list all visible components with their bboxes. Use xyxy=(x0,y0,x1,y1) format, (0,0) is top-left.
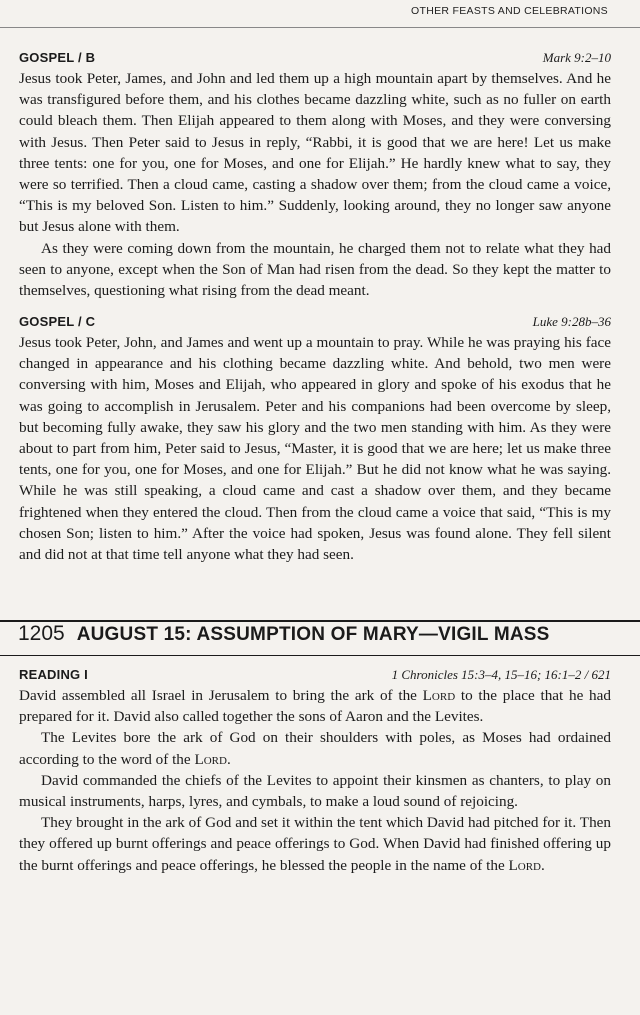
reading-1-p4-part-a: They brought in the ark of God and set it within the tent which David had pitched for it. Then they offered up burnt offerings and peace offerings to God. When David had finished offering up the burnt offerings and peace offerings, he blessed the people in the name of the xyxy=(19,814,611,874)
gospel-b-label: GOSPEL / B xyxy=(19,50,96,65)
gospel-c-paragraph-1: Jesus took Peter, John, and James and went up a mountain to pray. While he was praying his face changed in appearance and his clothing became dazzling white. And behold, two men were conversing with him, Moses and Elijah, who appeared in glory and spoke of his exodus that he was going to accomplish in Jerusalem. Peter and his companions had been overcome by sleep, but becoming fully awake, they saw his glory and the two men standing with him. As they were about to part from him, Peter said to Jesus, “Master, it is good that we are here; let us make three tents, one for you, one for Moses, and one for Elijah.” But he did not know what he was saying. While he was still speaking, a cloud came and cast a shadow over them, and they became frightened when they entered the cloud. Then from the cloud came a voice that said, “This is my chosen Son; listen to him.” After the voice had spoken, Jesus was found alone. They fell silent and did not at that time tell anyone what they had seen. xyxy=(19,334,611,564)
header-rule xyxy=(0,27,640,28)
lord-small-caps: Lord xyxy=(422,687,456,704)
gospel-b-heading xyxy=(19,50,611,68)
reading-1-paragraph-4 xyxy=(19,812,611,876)
feast-title-rule-bottom xyxy=(0,655,640,656)
reading-1-paragraph-1 xyxy=(19,685,611,727)
feast-title-bar xyxy=(0,620,640,656)
reading-1-p1-part-a: David assembled all Israel in Jerusalem to bring the ark of the xyxy=(19,687,423,704)
reading-1-p2-part-b: . xyxy=(226,750,231,768)
gospel-c-label: GOSPEL / C xyxy=(19,314,96,329)
gospel-c-heading xyxy=(19,314,611,332)
reading-1-p4-part-b: . xyxy=(541,856,545,874)
feast-number: 1205 xyxy=(18,622,65,645)
feast-title-row xyxy=(0,622,640,655)
gospel-c-section xyxy=(19,314,611,565)
gospel-b-reference: Mark 9:2–10 xyxy=(542,50,611,65)
reading-1-paragraph-3: David commanded the chiefs of the Levites to appoint their kinsmen as chanters, to play on musical instruments, harps, lyres, and cymbals, to make a loud sound of rejoicing. xyxy=(19,771,611,811)
lord-small-caps: Lord xyxy=(194,750,227,768)
reading-1-p1-part-b: to the place that he had prepared for it. David also called together the sons of Aaron and the Levites. xyxy=(19,687,611,726)
reading-1-reference: 1 Chronicles 15:3–4, 15–16; 16:1–2 / 621 xyxy=(391,667,611,682)
gospel-b-paragraph-1: Jesus took Peter, James, and John and led them up a high mountain apart by themselves. And he was transfigured before them, and his clothes became dazzling white, such as no fuller on earth could bleach them. Then Elijah appeared to them along with Moses, and they were conversing with Jesus. Then Peter said to Jesus in reply, “Rabbi, it is good that we are here! Let us make three tents: one for you, one for Moses, and one for Elijah.” He hardly knew what to say, they were so terrified. Then a cloud came, casting a shadow over them; from the cloud came a voice, “This is my beloved Son. Listen to him.” Suddenly, looking around, they no longer saw anyone but Jesus alone with them. xyxy=(19,70,611,236)
reading-1-paragraph-2 xyxy=(19,727,611,769)
reading-1-label: READING I xyxy=(19,667,88,682)
feast-title: AUGUST 15: ASSUMPTION OF MARY—VIGIL MASS xyxy=(76,624,550,645)
gospel-c-reference: Luke 9:28b–36 xyxy=(532,314,611,329)
lord-small-caps: Lord xyxy=(508,856,542,874)
gospel-b-section xyxy=(19,50,611,301)
running-header: OTHER FEASTS AND CELEBRATIONS xyxy=(411,5,608,17)
gospel-b-paragraph-2: As they were coming down from the mountain, he charged them not to relate what they had seen to anyone, except when the Son of Man had risen from the dead. So they kept the matter to themselves, questioning what rising from the dead meant. xyxy=(19,239,611,300)
reading-1-section xyxy=(19,667,611,876)
reading-1-heading xyxy=(19,667,611,685)
reading-1-p2-part-a: The Levites bore the ark of God on their shoulders with poles, as Moses had ordained according to the word of the xyxy=(19,729,611,768)
